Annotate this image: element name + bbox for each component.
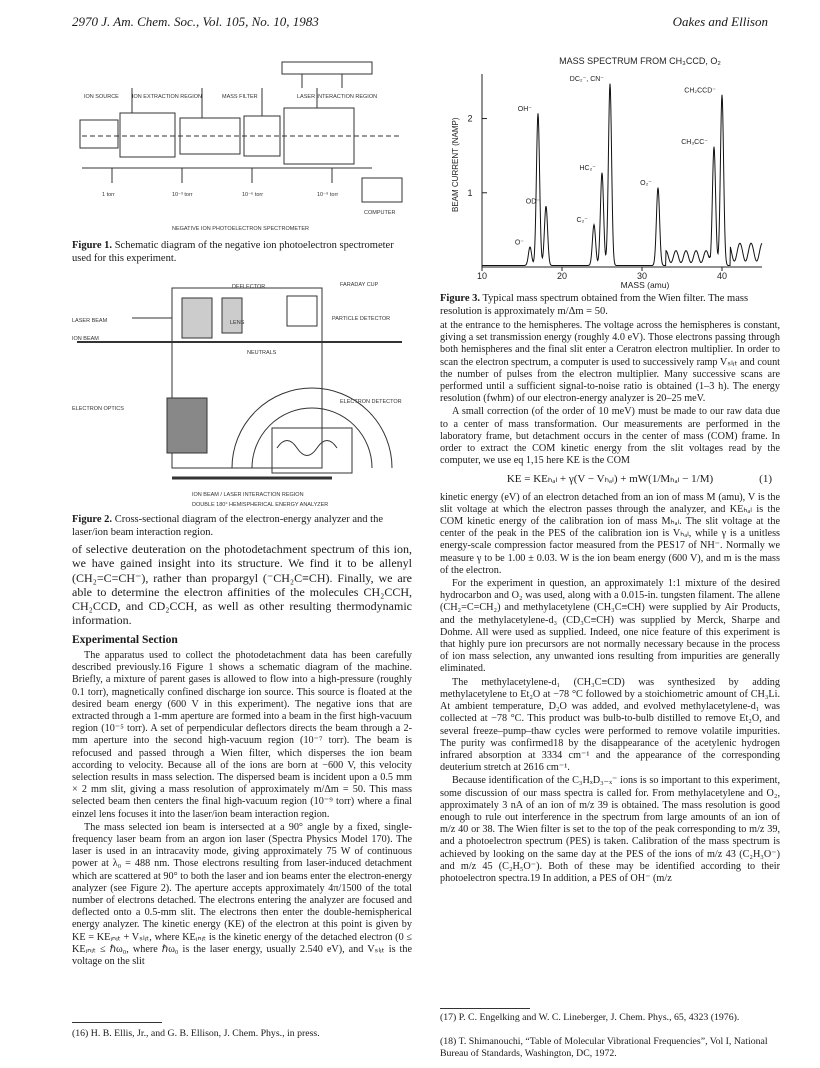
peak-label: HC₂⁻ — [579, 165, 596, 173]
paragraph-identification: Because identification of the C₃HₓD₃₋ₓ⁻ ions is so important to this experiment, some discussion of our mass spectra is called for. From methylacetylene and O₂, approximately 3 nA of an ion of m/z 39 is obtained. The mass resolution is good enough to rule out interference in the spectrum from large amounts of an ion of m/z 40 or 38. The Wien filter is set to the top of the peak corresponding to m/z 39, and a photoelectron spectrum (PES) is taken. Calibration of the mass spectrum is achieved by looking on the same day at the PES of the ions of m/z 43 (C₂H₃O⁻) and m/z 45 (C₂H₅O⁻). Both of these may be identified according to their photoelectron spectra.19 In addition, a PES of OH⁻ (m/z — [440, 775, 780, 884]
figure-2-diagram — [72, 278, 412, 510]
equation-number: (1) — [759, 473, 772, 486]
peak-label: CH₂CCD⁻ — [684, 87, 716, 95]
peak-label: C₂⁻ — [576, 217, 588, 225]
figure-3-caption-text: Typical mass spectrum obtained from the Wien filter. The mass resolution is approximately m/Δm = 50. — [440, 293, 749, 317]
peak-label: O₂⁻ — [640, 180, 652, 188]
peak-label: OH⁻ — [517, 105, 532, 113]
fig2-label-ion-beam: ION BEAM — [72, 336, 99, 342]
fig2-bottom-label-1: ION BEAM / LASER INTERACTION REGION — [192, 492, 304, 498]
paragraph-synthesis: The methylacetylene-d₁ (CH₃C≡CD) was synthesized by adding methylacetylene to Et₂O at −78 °C followed by a stoichiometric amount of CH₃Li. At ambient temperature, D₂O was added, and evolved methylacetylene-d₁ was collected at −78 °C. This product was bulb-to-bulb distilled to remove Et₂O, and several freeze–pump–thaw cycles were performed to remove volatile impurities. The purity was confirmed18 by the disappearance of the acetylenic hydrogen infrared absorption at 3334 cm⁻¹ and the appearance of the corresponding deuterium stretch at 2616 cm⁻¹. — [440, 676, 780, 774]
figure-2-caption-text: Cross-sectional diagram of the electron-energy analyzer and the laser/ion beam interaction region. — [72, 514, 384, 538]
peak-label: CH₃CC⁻ — [681, 139, 708, 147]
fig2-label-faraday: FARADAY CUP — [340, 282, 379, 288]
fig2-electron-optics — [167, 398, 207, 453]
footnote-rule-right — [440, 1008, 530, 1009]
y-tick-label: 1 — [467, 187, 473, 198]
equation-text: KE = KEₕₐₗ + γ(V − Vₕₐₗ) + mW(1/Mₕₐₗ − 1/M) — [506, 473, 714, 486]
fig1-pressure-1: 1 torr — [102, 192, 115, 198]
x-tick-label: 40 — [716, 271, 728, 281]
footnote-18: (18) T. Shimanouchi, “Table of Molecular Vibrational Frequencies”, Vol I, National Bureau of Standards, Washington, DC, 1972. — [440, 1036, 768, 1059]
paragraph-hemispheres: at the entrance to the hemispheres. The voltage across the hemispheres is constant, giving a set transmission energy (roughly 4.0 eV). Those electrons passing through both hemispheres and the final slit enter a Ceratron electron multiplier. In order to scan the electron spectrum, a computer is used to successively ramp Vₛₗᵢₜ and count the number of pulses from the electron multiplier. Many successive scans are performed until a sufficient signal-to-noise ratio is obtained (1–3 h). The energy resolution (fwhm) of our electron-energy analyzer is 20–25 meV. — [440, 320, 780, 405]
fig2-label-particle: PARTICLE DETECTOR — [332, 316, 391, 322]
footnote-rule-left — [72, 1022, 162, 1023]
fig1-top-box — [282, 62, 372, 74]
fig2-label-deflector: DEFLECTOR — [232, 284, 266, 290]
fig1-label-extraction: ION EXTRACTION REGION — [132, 94, 202, 100]
paragraph-mixture: For the experiment in question, an approximately 1:1 mixture of the desired hydrocarbon and O₂ was used, along with a 0.015-in. tungsten filament. The allene (CH₂=C=CH₂) and methylacetylene (CH₃C≡CH) were supplied by Air Products, and the methylacetylene-d₃ (CD₃C≡CH) was supplied by Merck, Sharpe and Dohme. All were used as supplied. Indeed, one nice feature of this experiment is that highly pure ion precursors are not normally necessary because in the process of ion mass selection, any unwanted ions resulting from impurities are generally eliminated. — [440, 578, 780, 675]
fig1-label-ion-source: ION SOURCE — [84, 94, 119, 100]
fig2-bottom-label-2: DOUBLE 180° HEMISPHERICAL ENERGY ANALYZER — [192, 502, 329, 508]
figure-2-caption — [72, 514, 412, 539]
fig1-pressure-2: 10⁻³ torr — [172, 192, 193, 198]
fig2-label-edetector: ELECTRON DETECTOR — [340, 399, 402, 405]
figure-2-caption-label: Figure 2. — [72, 514, 113, 525]
fig2-label-lens: LENS — [230, 320, 245, 326]
chart-xlabel: MASS (amu) — [620, 280, 670, 290]
fig1-pressure-4: 10⁻⁹ torr — [317, 192, 339, 198]
fig1-computer-box — [362, 178, 402, 202]
figure-1-caption-text: Schematic diagram of the negative ion photoelectron spectrometer used for this experiment. — [72, 240, 394, 264]
fig2-label-neutrals: NEUTRALS — [247, 350, 277, 356]
running-header-right: Oakes and Ellison — [672, 14, 768, 29]
peak-label: OD⁻ — [525, 198, 540, 206]
figure-3-chart — [440, 52, 770, 290]
footnote-16: (16) H. B. Ellis, Jr., and G. B. Ellison, J. Chem. Phys., in press. — [72, 1028, 320, 1039]
paragraph-laser: The mass selected ion beam is intersected at a 90° angle by a fixed, single-frequency laser beam from an argon ion laser (Spectra Physics Model 170). The laser is used in an intracavity mode, giving approximately 75 W of continuous power at λ₀ = 488 nm. Those electrons resulting from laser-induced detachment which are scattered at 90° to both the laser and ion beams enter the electron-energy analyzer (see Figure 2). The aperture accepts approximately 4π/1500 of the total number of electrons detached. The electrons entering the analyzer are focused and deflected onto a 0.5-mm slit. The electrons then enter the double-hemispherical energy analyzer. The kinetic energy (KE) of the electron at this point is given by KE = KEᵢₙᵢₜ + Vₛₗᵢₜ, where KEᵢₙᵢₜ is the kinetic energy of the detached electron (0 ≤ KEᵢₙᵢₜ ≤ ℏω₀, where ℏω₀ is the laser energy, usually 2.540 eV), and Vₛₗᵢₜ is the voltage on the slit — [72, 821, 412, 968]
fig1-pressure-3: 10⁻⁶ torr — [242, 192, 264, 198]
section-heading: Experimental Section — [72, 633, 178, 646]
paragraph-correction: A small correction (of the order of 10 meV) must be made to our raw data due to a center of mass transformation. Our measurements are performed in the laboratory frame, but detachment occurs in the center of mass (COM) frame. In order to extract the COM kinetic energy from the slit voltages read by the computer, we use eq 1,15 here KE is the COM — [440, 406, 780, 467]
paragraph-apparatus: The apparatus used to collect the photodetachment data has been carefully described previously.16 Figure 1 shows a schematic diagram of the machine. Briefly, a mixture of parent gases is allowed to flow into a high-pressure (roughly 0.1 torr), magnetically confined discharge ion source. This source is floated at the desired beam energy (600 V in this experiment). The negative ions that are extracted through a 1-mm aperture are formed into a beam in the first high-vacuum region (10⁻⁵ torr). A set of perpendicular deflectors directs the beam through a 2-mm aperture into the second high-vacuum region (10⁻⁷ torr). The beam is refocused and passed through a Wien filter, which disperses the ion beam according to velocity. Because all of the ions are born at −600 V, this velocity selection results in mass selection. The dispersed beam is incident upon a 0.5 mm × 2 mm slit, giving a mass resolution of approximately m/Δm = 50. This mass selected beam then centers the final high-vacuum region (10⁻⁹ torr) where a final einzel lens focuses it into the laser/ion beam interaction region. — [72, 649, 412, 820]
right-column — [440, 320, 780, 886]
fig2-coil — [277, 441, 337, 456]
peak-label: O⁻ — [514, 239, 524, 247]
figure-1-caption — [72, 240, 412, 265]
fig2-label-optics: ELECTRON OPTICS — [72, 406, 124, 412]
figure-3-caption-label: Figure 3. — [440, 293, 481, 304]
fig1-label-laser-region: LASER INTERACTION REGION — [297, 94, 378, 100]
fig2-label-laser: LASER BEAM — [72, 318, 108, 324]
x-tick-label: 10 — [476, 271, 488, 281]
peak-label: DC₂⁻, CN⁻ — [569, 76, 604, 84]
x-tick-label: 20 — [556, 271, 568, 281]
fig1-label-mass-filter: MASS FILTER — [222, 94, 258, 100]
left-column — [72, 542, 412, 969]
figure-1-diagram — [72, 58, 412, 238]
fig1-label-computer: COMPUTER — [364, 210, 396, 216]
fig2-inner-hemisphere — [252, 408, 372, 468]
chart-ylabel: BEAM CURRENT (NAMP) — [451, 117, 460, 212]
intro-paragraph: of selective deuteration on the photodetachment spectrum of this ion, we have gained insight into its structure. We find it to be allenyl (CH₂=C=CH⁻), rather than propargyl (⁻CH₂C≡CH). Finally, we are able to determine the electron affinities of the molecules CH₂CCH, CH₂CCD, and CD₂CCH, as well as other resulting thermodynamic information. — [72, 542, 412, 628]
y-tick-label: 2 — [467, 113, 473, 124]
equation-1 — [440, 473, 780, 485]
figure-1-caption-label: Figure 1. — [72, 240, 113, 251]
figure-3-caption — [440, 293, 780, 318]
x-tick-label: 30 — [636, 271, 648, 281]
chart-title: MASS SPECTRUM FROM CH₃CCD, O₂ — [559, 56, 721, 66]
paragraph-definitions: kinetic energy (eV) of an electron detached from an ion of mass M (amu), V is the slit voltage at which the electron passes through the analyzer, and KEₕₐₗ is the COM kinetic energy of the calibration ion of mass Mₕₐₗ. The slit voltage at the center of the peak in the PES of the calibration ion is Vₕₐₗ, while γ is a unitless energy-scale compression factor measured from the PES17 of NH⁻. Normally we measure γ to be 1.00 ± 0.03. W is the ion beam energy (600 V), and m is the mass of the electron. — [440, 491, 780, 576]
running-header-left: 2970 J. Am. Chem. Soc., Vol. 105, No. 10, 1983 — [72, 14, 319, 29]
footnote-17: (17) P. C. Engelking and W. C. Lineberger, J. Chem. Phys., 65, 4323 (1976). — [440, 1012, 740, 1023]
fig1-bottom-label: NEGATIVE ION PHOTOELECTRON SPECTROMETER — [172, 226, 310, 232]
